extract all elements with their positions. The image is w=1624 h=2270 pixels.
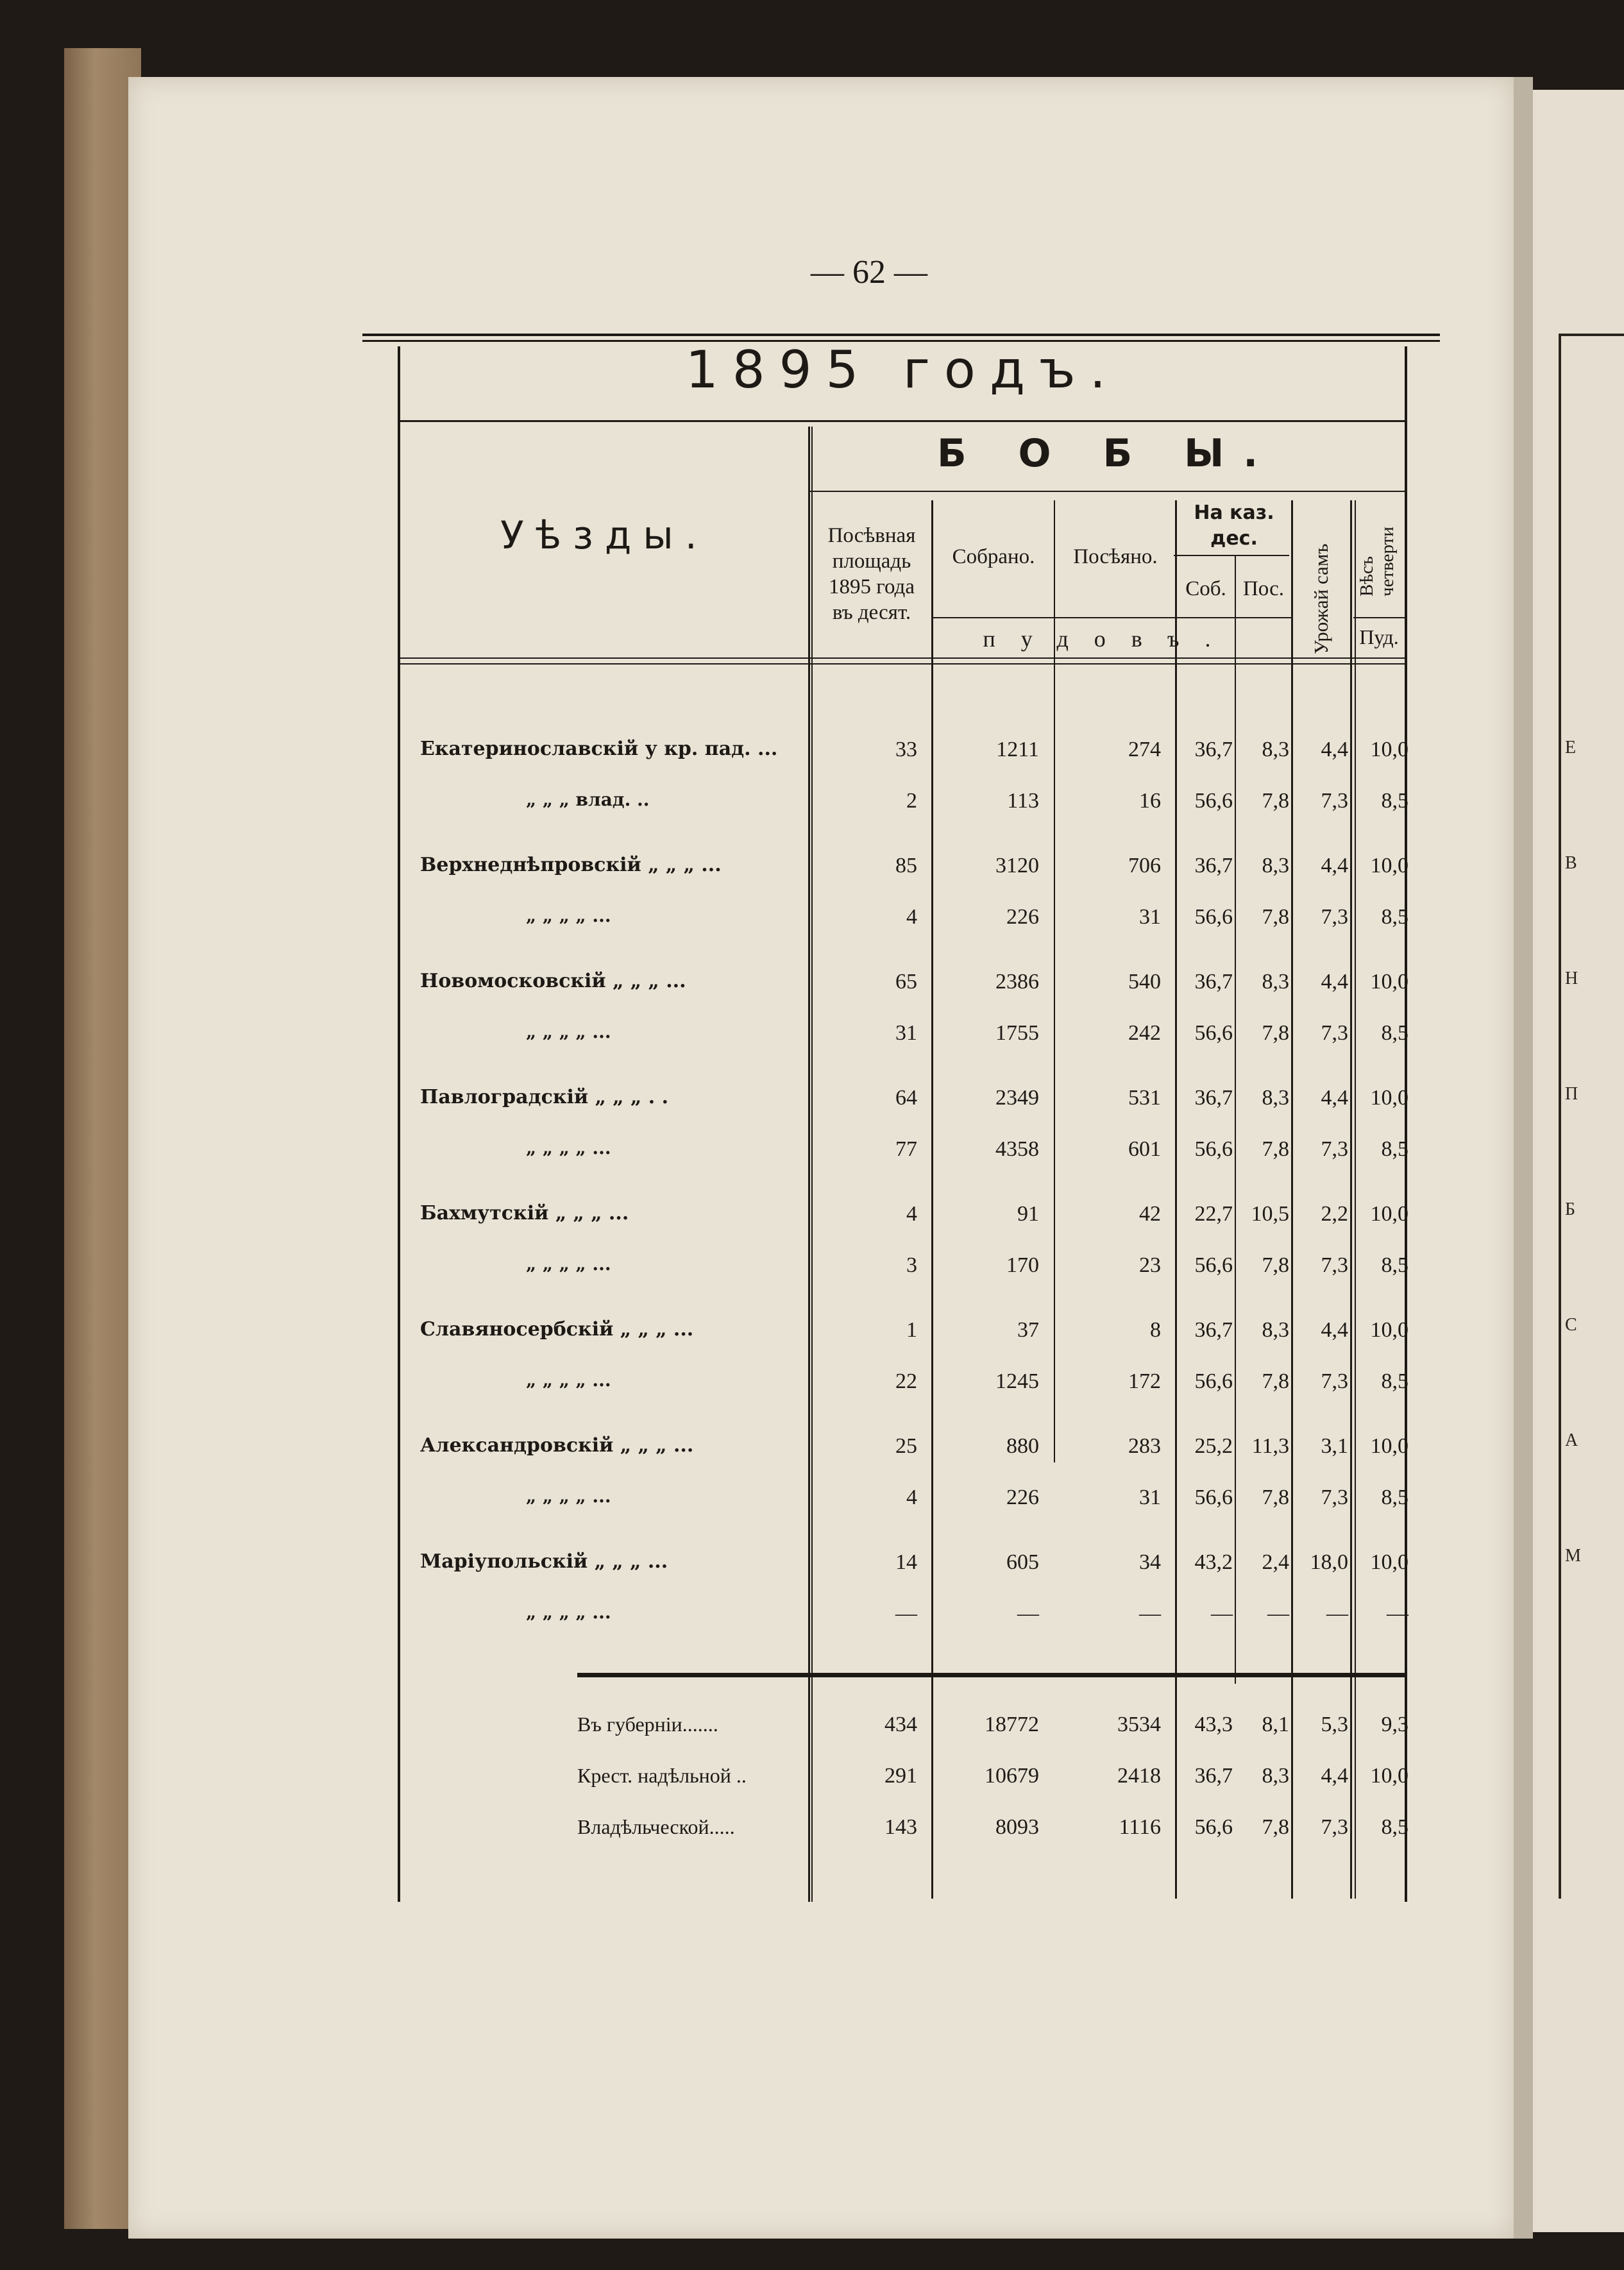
crop-rule — [809, 491, 1405, 492]
table-sob: 43,2 — [1194, 1550, 1233, 1574]
table-poseyano: 8 — [1150, 1318, 1161, 1342]
table-row — [0, 1434, 1624, 1473]
table-ves: 10,0 — [1370, 1202, 1408, 1226]
table-name: Бахмутскій „ „ „ ... — [420, 1202, 629, 1224]
table-row — [0, 1550, 1624, 1589]
table-row — [0, 738, 1624, 776]
table-pos: 10,5 — [1251, 1202, 1289, 1226]
table-sob: 36,7 — [1194, 970, 1233, 994]
table-pos: 8,3 — [1262, 1086, 1289, 1110]
table-name: Новомосковскій „ „ „ ... — [420, 970, 686, 992]
table-samy: 7,3 — [1321, 1137, 1348, 1161]
table-samy: — — [1326, 1602, 1348, 1625]
poseyano-header: Посѣяно. — [1073, 545, 1158, 568]
table-samy: 7,3 — [1321, 1253, 1348, 1277]
table-row — [0, 1137, 1624, 1176]
table-sobrano: 37 — [1017, 1318, 1039, 1342]
table-sobrano: 3120 — [995, 854, 1039, 877]
table-pos: 2,4 — [1262, 1550, 1289, 1574]
table-name: Павлоградскій „ „ „ . . — [420, 1086, 669, 1108]
right-page-table-top — [1559, 334, 1624, 336]
table-sob: 22,7 — [1194, 1202, 1233, 1226]
table-pos: 11,3 — [1251, 1434, 1289, 1458]
table-pos: 8,3 — [1262, 1318, 1289, 1342]
pudov-header: пудовъ. — [983, 626, 1237, 652]
table-sobrano: 226 — [1006, 1486, 1039, 1509]
table-poseyano: 540 — [1128, 970, 1161, 994]
table-sobrano: 226 — [1006, 905, 1039, 929]
table-samy: 7,3 — [1321, 1021, 1348, 1045]
table-row — [0, 1318, 1624, 1357]
ves-header: Вѣсъ четверти — [1357, 527, 1398, 597]
table-name: Екатеринославскій у кр. пад. ... — [420, 738, 778, 760]
total-sobrano: 8093 — [995, 1815, 1039, 1839]
total-row — [0, 1764, 1624, 1802]
sob-header: Соб. — [1185, 577, 1226, 600]
table-row — [0, 789, 1624, 827]
table-samy: 7,3 — [1321, 1369, 1348, 1393]
table-sob: 56,6 — [1194, 1369, 1233, 1393]
table-area: 14 — [895, 1550, 917, 1574]
table-name: „ „ „ „ ... — [526, 1137, 611, 1158]
table-row — [0, 905, 1624, 944]
table-poseyano: 172 — [1128, 1369, 1161, 1393]
table-name: Верхнеднѣпровскій „ „ „ ... — [420, 854, 722, 876]
table-samy: 4,4 — [1321, 738, 1348, 761]
table-row — [0, 1602, 1624, 1640]
right-page-letter: Н — [1565, 969, 1578, 988]
year-title: 1895 годъ. — [685, 340, 1121, 400]
table-pos: 8,3 — [1262, 970, 1289, 994]
area-header: Посѣвная площадь 1895 года въ десят. — [827, 524, 916, 624]
total-poseyano: 3534 — [1117, 1713, 1161, 1736]
right-page-letter: С — [1565, 1315, 1577, 1335]
table-sobrano: 2349 — [995, 1086, 1039, 1110]
right-page-letter: В — [1565, 853, 1577, 873]
table-sobrano: 1211 — [996, 738, 1039, 761]
table-name: Славяносербскій „ „ „ ... — [420, 1318, 694, 1341]
table-ves: 10,0 — [1370, 1434, 1408, 1458]
total-area: 143 — [884, 1815, 917, 1839]
table-sob: 36,7 — [1194, 1318, 1233, 1342]
col-divider-6 — [1291, 500, 1293, 1899]
table-samy: 4,4 — [1321, 854, 1348, 877]
table-area: 85 — [895, 854, 917, 877]
pud-header: Пуд. — [1359, 625, 1399, 648]
total-row — [0, 1815, 1624, 1854]
per-des-rule — [1174, 555, 1289, 556]
table-ves: 8,5 — [1381, 789, 1408, 813]
table-pos: — — [1267, 1602, 1289, 1625]
table-sobrano: 605 — [1006, 1550, 1039, 1574]
table-sob: 56,6 — [1194, 1021, 1233, 1045]
total-sobrano: 18772 — [985, 1713, 1039, 1736]
table-pos: 7,8 — [1262, 1137, 1289, 1161]
table-sobrano: — — [1017, 1602, 1039, 1625]
table-samy: 7,3 — [1321, 1486, 1348, 1509]
total-ves: 9,3 — [1381, 1713, 1408, 1736]
table-name: „ „ „ „ ... — [526, 1253, 611, 1275]
table-name: „ „ „ „ ... — [526, 1486, 611, 1507]
table-ves: 8,5 — [1381, 1486, 1408, 1509]
table-poseyano: 706 — [1128, 854, 1161, 877]
table-pos: 7,8 — [1262, 1253, 1289, 1277]
table-poseyano: 274 — [1128, 738, 1161, 761]
table-area: 22 — [895, 1369, 917, 1393]
table-area: 31 — [895, 1021, 917, 1045]
table-name: „ „ „ „ ... — [526, 1602, 611, 1623]
table-name: „ „ „ „ ... — [526, 1021, 611, 1042]
table-area: 25 — [895, 1434, 917, 1458]
header-rule-2 — [398, 663, 1405, 665]
table-sobrano: 2386 — [995, 970, 1039, 994]
pos-header: Пос. — [1242, 577, 1285, 600]
uezdy-header: Уѣзды. — [500, 513, 709, 558]
table-samy: 4,4 — [1321, 970, 1348, 994]
table-area: 1 — [906, 1318, 917, 1342]
total-name: Въ губерніи....... — [577, 1713, 718, 1736]
table-poseyano: 242 — [1128, 1021, 1161, 1045]
table-sobrano: 4358 — [995, 1137, 1039, 1161]
table-name: „ „ „ „ ... — [526, 1369, 611, 1391]
table-name: Маріупольскій „ „ „ ... — [420, 1550, 668, 1573]
table-area: 33 — [895, 738, 917, 761]
table-row — [0, 1202, 1624, 1241]
crop-title: Б О Б Ы. — [936, 431, 1278, 476]
table-ves: 10,0 — [1370, 854, 1408, 877]
total-ves: 8,5 — [1381, 1815, 1408, 1839]
col-divider-2 — [931, 500, 933, 1899]
pudov-rule — [933, 617, 1292, 618]
right-page-letter: П — [1565, 1084, 1578, 1104]
table-pos: 7,8 — [1262, 1486, 1289, 1509]
right-page-letter: Е — [1565, 738, 1577, 758]
total-name: Владѣльческой..... — [577, 1815, 735, 1838]
total-samy: 4,4 — [1321, 1764, 1348, 1788]
header-rule — [398, 657, 1405, 659]
table-poseyano: 531 — [1128, 1086, 1161, 1110]
table-ves: 10,0 — [1370, 970, 1408, 994]
table-sob: 25,2 — [1194, 1434, 1233, 1458]
table-samy: 4,4 — [1321, 1086, 1348, 1110]
table-sob: 56,6 — [1194, 1253, 1233, 1277]
total-pos: 8,3 — [1262, 1764, 1289, 1788]
total-sobrano: 10679 — [985, 1764, 1039, 1788]
table-poseyano: — — [1139, 1602, 1161, 1625]
col-divider-7 — [1350, 500, 1352, 1899]
table-poseyano: 34 — [1139, 1550, 1161, 1574]
table-area: 4 — [906, 1202, 917, 1226]
right-page-letter: Б — [1565, 1199, 1576, 1219]
table-area: 4 — [906, 1486, 917, 1509]
table-poseyano: 23 — [1139, 1253, 1161, 1277]
table-ves: 8,5 — [1381, 1369, 1408, 1393]
table-sobrano: 880 — [1006, 1434, 1039, 1458]
total-pos: 7,8 — [1262, 1815, 1289, 1839]
table-sob: — — [1211, 1602, 1233, 1625]
table-sob: 36,7 — [1194, 738, 1233, 761]
page-number: — 62 — — [811, 254, 927, 291]
table-sobrano: 91 — [1017, 1202, 1039, 1226]
table-poseyano: 42 — [1139, 1202, 1161, 1226]
total-poseyano: 2418 — [1117, 1764, 1161, 1788]
total-row — [0, 1713, 1624, 1751]
col-divider-7b — [1355, 500, 1356, 1899]
table-sobrano: 113 — [1007, 789, 1039, 813]
table-ves: 8,5 — [1381, 1253, 1408, 1277]
table-pos: 7,8 — [1262, 789, 1289, 813]
table-samy: 4,4 — [1321, 1318, 1348, 1342]
table-sob: 36,7 — [1194, 854, 1233, 877]
table-name: „ „ „ „ ... — [526, 905, 611, 926]
table-poseyano: 31 — [1139, 1486, 1161, 1509]
year-rule — [398, 420, 1405, 422]
total-sob: 36,7 — [1194, 1764, 1233, 1788]
total-ves: 10,0 — [1370, 1764, 1408, 1788]
total-samy: 5,3 — [1321, 1713, 1348, 1736]
table-poseyano: 601 — [1128, 1137, 1161, 1161]
total-poseyano: 1116 — [1119, 1815, 1161, 1839]
table-area: 77 — [895, 1137, 917, 1161]
total-area: 291 — [884, 1764, 917, 1788]
table-row — [0, 1086, 1624, 1124]
table-pos: 8,3 — [1262, 854, 1289, 877]
pud-rule — [1353, 617, 1405, 618]
table-ves: 10,0 — [1370, 1550, 1408, 1574]
table-pos: 7,8 — [1262, 1369, 1289, 1393]
table-ves: — — [1387, 1602, 1408, 1625]
table-ves: 8,5 — [1381, 905, 1408, 929]
table-sob: 56,6 — [1194, 905, 1233, 929]
table-samy: 18,0 — [1310, 1550, 1348, 1574]
total-pos: 8,1 — [1262, 1713, 1289, 1736]
table-sob: 56,6 — [1194, 789, 1233, 813]
table-samy: 2,2 — [1321, 1202, 1348, 1226]
total-samy: 7,3 — [1321, 1815, 1348, 1839]
sobrano-header: Собрано. — [952, 545, 1035, 568]
table-row — [0, 1021, 1624, 1060]
table-samy: 3,1 — [1321, 1434, 1348, 1458]
table-sob: 56,6 — [1194, 1137, 1233, 1161]
table-pos: 7,8 — [1262, 905, 1289, 929]
table-area: 65 — [895, 970, 917, 994]
table-row — [0, 1486, 1624, 1524]
table-ves: 8,5 — [1381, 1021, 1408, 1045]
totals-rule — [577, 1673, 1405, 1677]
table-sob: 36,7 — [1194, 1086, 1233, 1110]
table-row — [0, 1369, 1624, 1408]
table-samy: 7,3 — [1321, 789, 1348, 813]
right-page-letter: А — [1565, 1430, 1578, 1450]
table-row — [0, 854, 1624, 892]
table-area: — — [895, 1602, 917, 1625]
table-pos: 8,3 — [1262, 738, 1289, 761]
per-des-header: На каз. дес. — [1194, 502, 1274, 550]
table-area: 2 — [906, 789, 917, 813]
table-area: 4 — [906, 905, 917, 929]
table-sob: 56,6 — [1194, 1486, 1233, 1509]
table-area: 64 — [895, 1086, 917, 1110]
total-sob: 43,3 — [1194, 1713, 1233, 1736]
table-ves: 10,0 — [1370, 1086, 1408, 1110]
total-name: Крест. надѣльной .. — [577, 1764, 747, 1787]
table-name: Александровскій „ „ „ ... — [420, 1434, 694, 1457]
table-ves: 10,0 — [1370, 1318, 1408, 1342]
table-pos: 7,8 — [1262, 1021, 1289, 1045]
table-row — [0, 970, 1624, 1008]
table-ves: 8,5 — [1381, 1137, 1408, 1161]
table-sobrano: 170 — [1006, 1253, 1039, 1277]
table-poseyano: 283 — [1128, 1434, 1161, 1458]
table-row — [0, 1253, 1624, 1292]
table-poseyano: 31 — [1139, 905, 1161, 929]
table-poseyano: 16 — [1139, 789, 1161, 813]
table-sobrano: 1245 — [995, 1369, 1039, 1393]
table-sobrano: 1755 — [995, 1021, 1039, 1045]
table-ves: 10,0 — [1370, 738, 1408, 761]
table-samy: 7,3 — [1321, 905, 1348, 929]
top-rule — [362, 334, 1440, 336]
right-page-letter: М — [1565, 1546, 1581, 1566]
col-divider-4 — [1175, 500, 1177, 1899]
table-name: „ „ „ влад. .. — [526, 789, 650, 810]
urozhay-header: Урожай самъ — [1310, 543, 1332, 654]
total-sob: 56,6 — [1194, 1815, 1233, 1839]
table-area: 3 — [906, 1253, 917, 1277]
total-area: 434 — [884, 1713, 917, 1736]
